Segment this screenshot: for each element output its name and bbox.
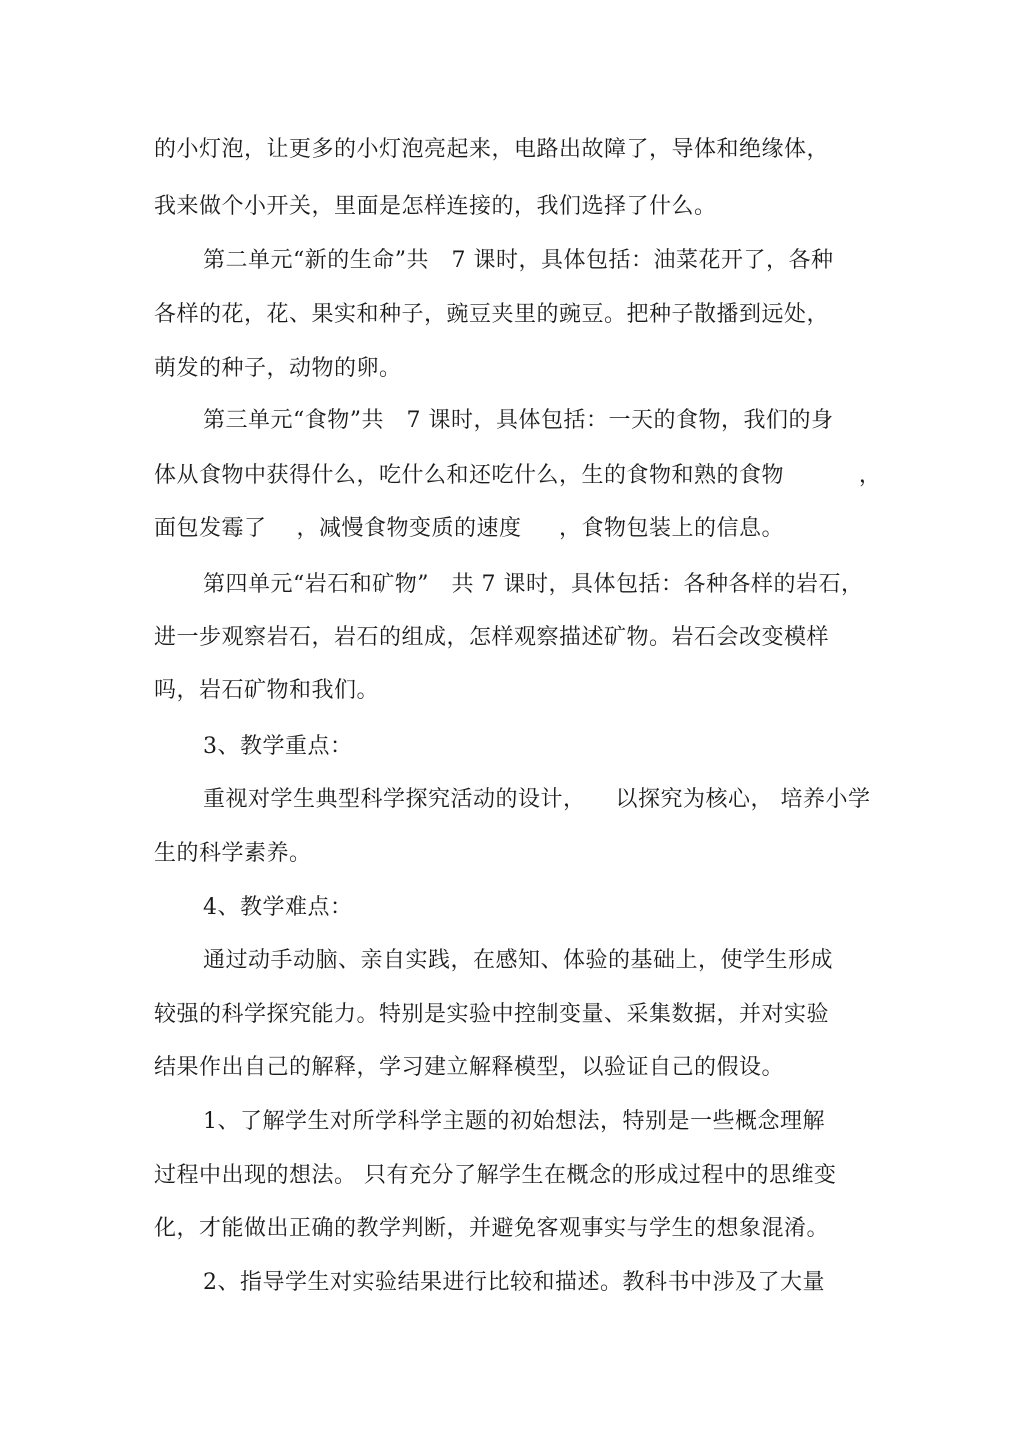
- text-line: 重视对学生典型科学探究活动的设计， 以探究为核心， 培养小学: [203, 787, 871, 812]
- text-line: 1、了解学生对所学科学主题的初始想法，特别是一些概念理解: [203, 1109, 825, 1134]
- text-line: 萌发的种子，动物的卵。: [154, 356, 402, 381]
- text-line: 2、指导学生对实验结果进行比较和描述。教科书中涉及了大量: [203, 1270, 825, 1295]
- text-line: 我来做个小开关，里面是怎样连接的，我们选择了什么。: [154, 194, 717, 219]
- text-line: 第三单元“食物”共 7 课时，具体包括：一天的食物，我们的身: [203, 408, 834, 433]
- text-line: 第二单元“新的生命”共 7 课时，具体包括：油菜花开了，各种: [203, 248, 834, 273]
- section-heading: 3、教学重点：: [203, 734, 353, 759]
- text-line: 结果作出自己的解释，学习建立解释模型，以验证自己的假设。: [154, 1055, 785, 1080]
- text-line: 过程中出现的想法。 只有充分了解学生在概念的形成过程中的思维变: [154, 1163, 837, 1188]
- text-line: 体从食物中获得什么，吃什么和还吃什么，生的食物和熟的食物 ，: [154, 463, 882, 488]
- text-line: 第四单元“岩石和矿物” 共 7 课时，具体包括：各种各样的岩石，: [203, 572, 864, 597]
- text-line: 各样的花，花、果实和种子，豌豆夹里的豌豆。把种子散播到远处，: [154, 302, 830, 327]
- text-line: 生的科学素养。: [154, 841, 312, 866]
- text-line: 吗，岩石矿物和我们。: [154, 678, 380, 703]
- text-line: 通过动手动脑、亲自实践，在感知、体验的基础上，使学生形成: [203, 948, 834, 973]
- text-line: 较强的科学探究能力。特别是实验中控制变量、采集数据，并对实验: [154, 1002, 830, 1027]
- text-line: 的小灯泡，让更多的小灯泡亮起来，电路出故障了，导体和绝缘体，: [154, 137, 830, 162]
- section-heading: 4、教学难点：: [203, 895, 353, 920]
- text-line: 进一步观察岩石，岩石的组成，怎样观察描述矿物。岩石会改变模样: [154, 625, 830, 650]
- text-line: 化，才能做出正确的教学判断，并避免客观事实与学生的想象混淆。: [154, 1216, 830, 1241]
- text-line: 面包发霉了 ，减慢食物变质的速度 ，食物包装上的信息。: [154, 516, 784, 541]
